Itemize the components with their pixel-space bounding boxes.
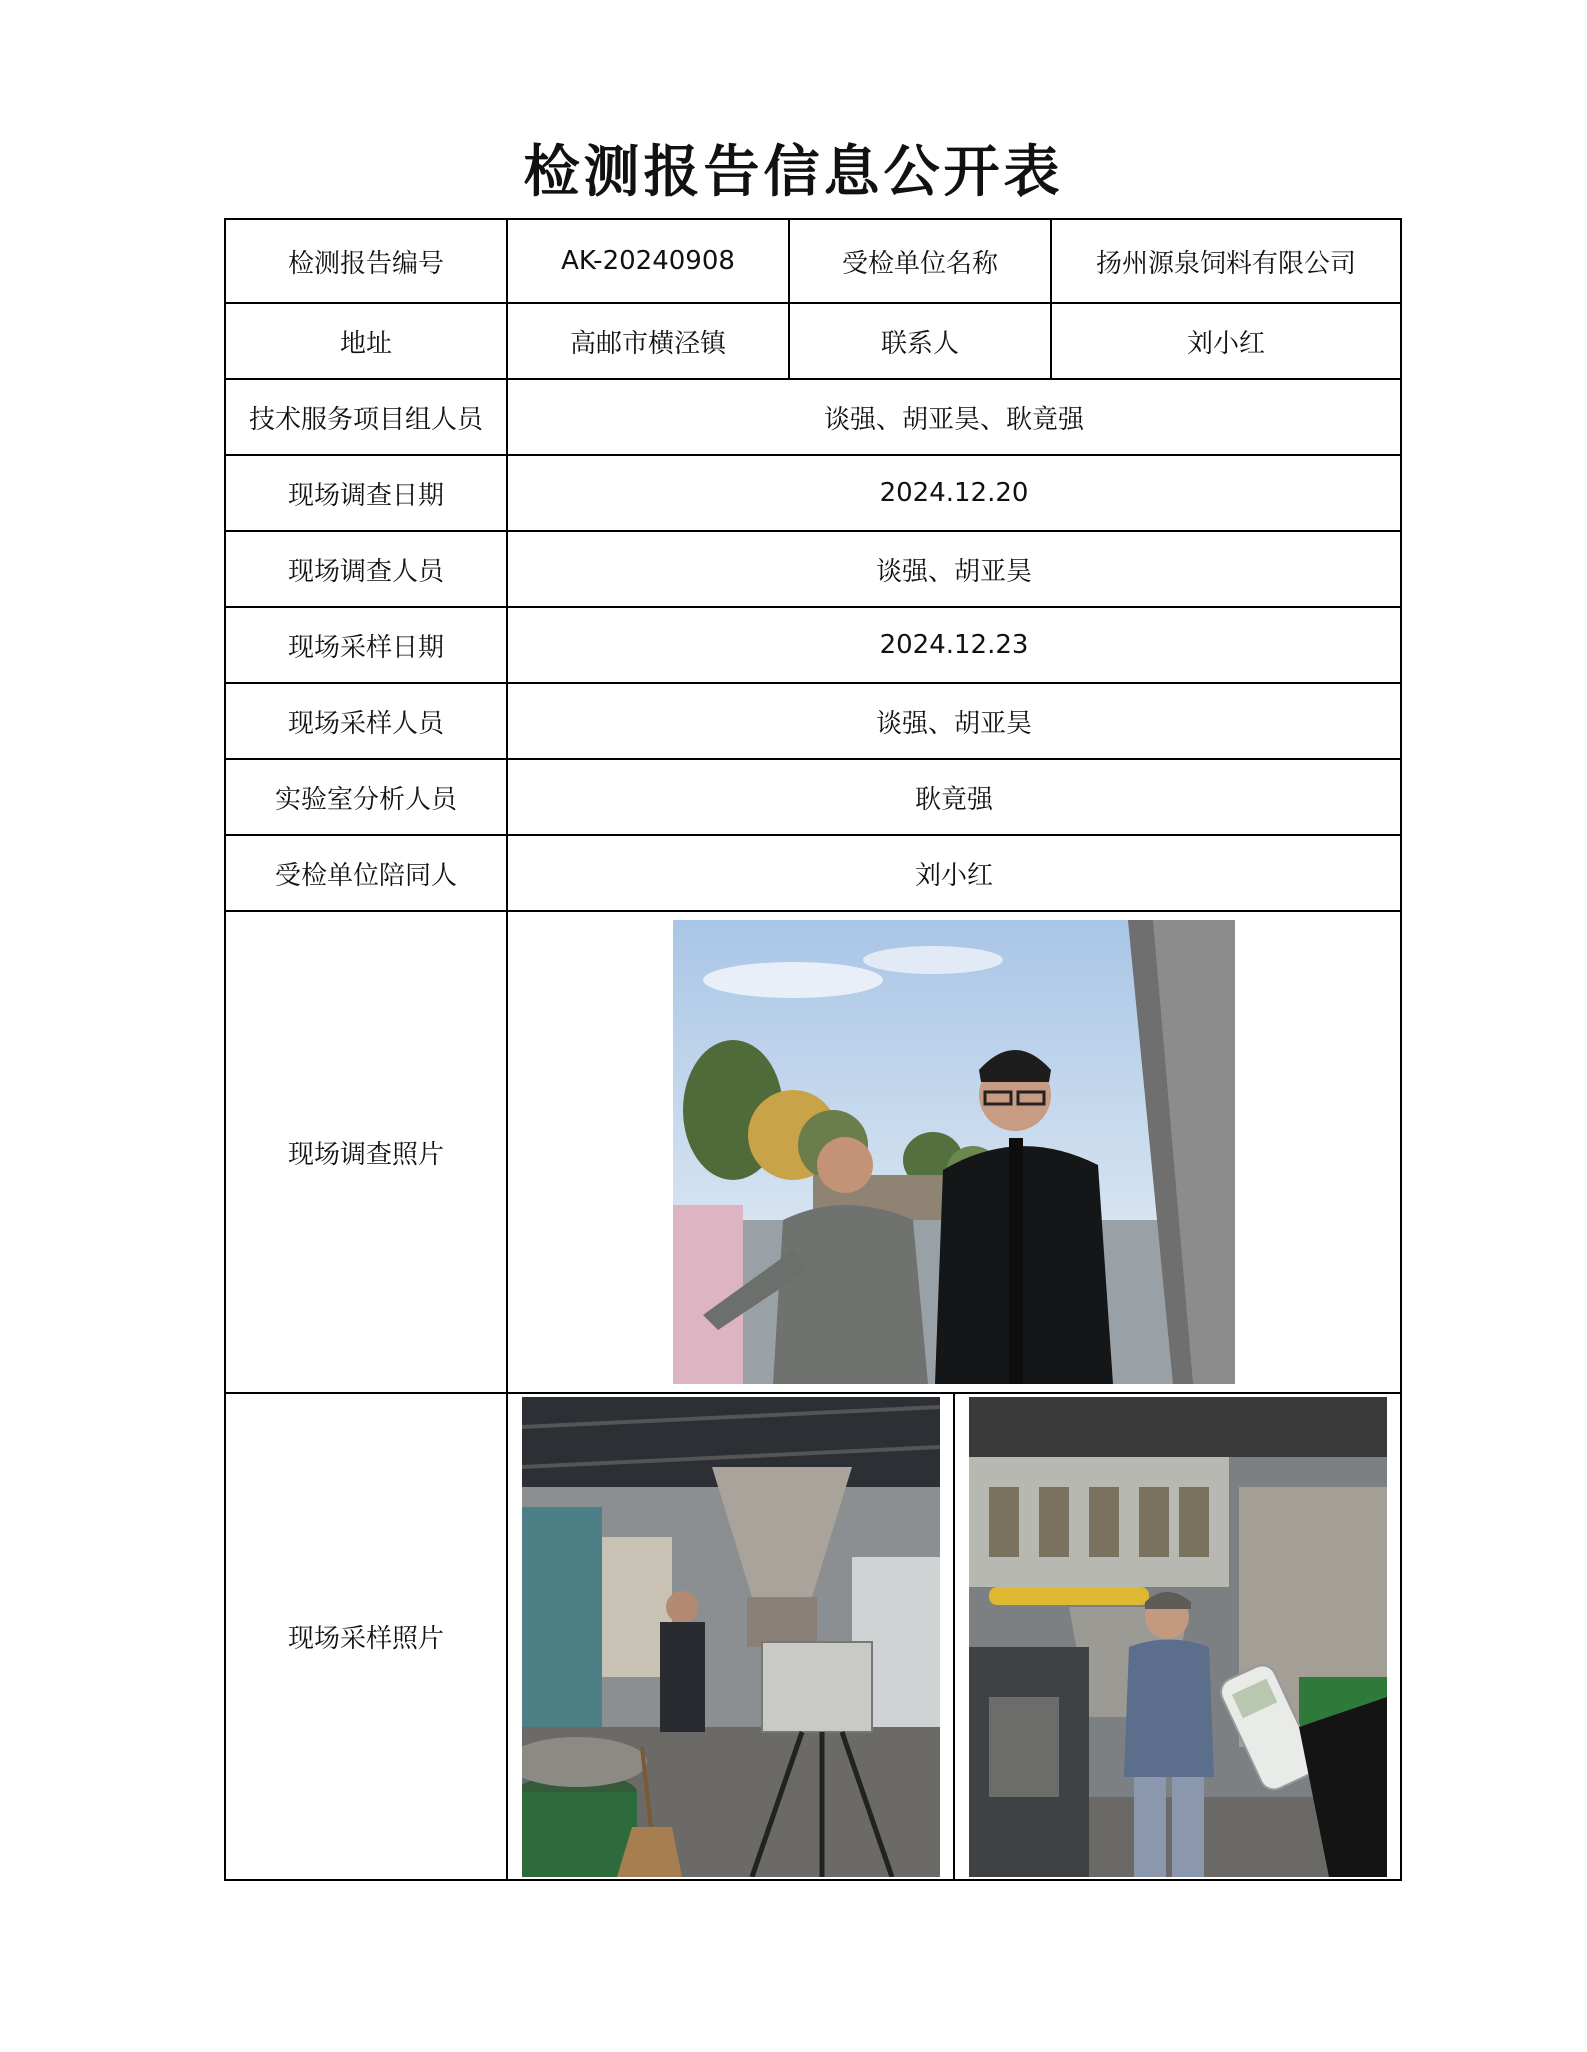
team-label: 技术服务项目组人员 — [225, 379, 507, 455]
address-value: 高邮市横泾镇 — [507, 303, 789, 379]
sampling-date-value: 2024.12.23 — [507, 607, 1401, 683]
table-row — [225, 683, 1401, 759]
table-row — [225, 911, 1401, 1393]
escort-label: 受检单位陪同人 — [225, 835, 507, 911]
table-row — [225, 531, 1401, 607]
contact-label: 联系人 — [789, 303, 1051, 379]
sampling-photo-pair — [508, 1394, 1400, 1879]
unit-name-value: 扬州源泉饲料有限公司 — [1051, 219, 1401, 303]
table-row — [225, 607, 1401, 683]
table-row — [225, 1393, 1401, 1880]
table-row — [225, 835, 1401, 911]
table-row — [225, 219, 1401, 303]
survey-photo-cell — [507, 911, 1401, 1393]
report-no-label: 检测报告编号 — [225, 219, 507, 303]
report-no-value: AK-20240908 — [507, 219, 789, 303]
sampling-date-label: 现场采样日期 — [225, 607, 507, 683]
table-row — [225, 455, 1401, 531]
unit-name-label: 受检单位名称 — [789, 219, 1051, 303]
team-value: 谈强、胡亚昊、耿竟强 — [507, 379, 1401, 455]
contact-value: 刘小红 — [1051, 303, 1401, 379]
sampling-staff-value: 谈强、胡亚昊 — [507, 683, 1401, 759]
escort-value: 刘小红 — [507, 835, 1401, 911]
survey-photo — [673, 920, 1235, 1384]
survey-date-label: 现场调查日期 — [225, 455, 507, 531]
report-info-table — [224, 218, 1402, 1881]
lab-staff-label: 实验室分析人员 — [225, 759, 507, 835]
sampling-staff-label: 现场采样人员 — [225, 683, 507, 759]
page-title: 检测报告信息公开表 — [523, 139, 1064, 205]
survey-staff-value: 谈强、胡亚昊 — [507, 531, 1401, 607]
table-row — [225, 379, 1401, 455]
sampling-photo-left-cell — [508, 1394, 955, 1879]
sampling-photo-right-cell — [955, 1394, 1400, 1879]
sampling-photo-right — [969, 1397, 1387, 1877]
sampling-photo-cell — [507, 1393, 1401, 1880]
address-label: 地址 — [225, 303, 507, 379]
lab-staff-value: 耿竟强 — [507, 759, 1401, 835]
sampling-photo-left — [522, 1397, 940, 1877]
table-row — [225, 759, 1401, 835]
survey-photo-label: 现场调查照片 — [225, 911, 507, 1393]
table-row — [225, 303, 1401, 379]
survey-date-value: 2024.12.20 — [507, 455, 1401, 531]
sampling-photo-label: 现场采样照片 — [225, 1393, 507, 1880]
survey-staff-label: 现场调查人员 — [225, 531, 507, 607]
